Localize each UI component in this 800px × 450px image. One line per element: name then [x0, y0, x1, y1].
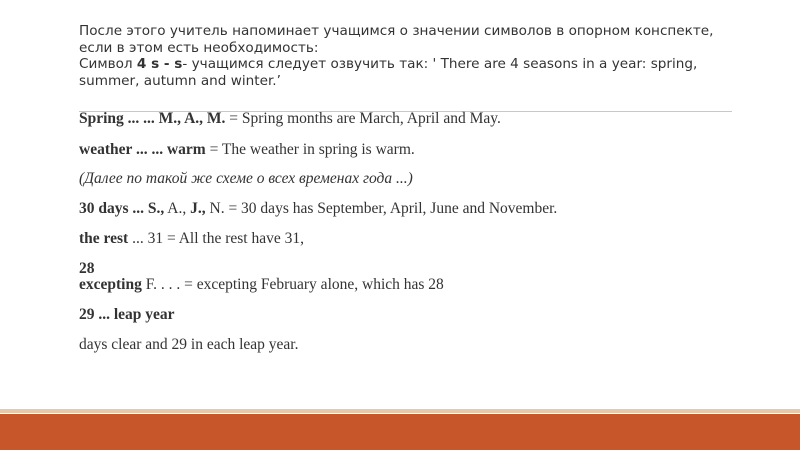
- days-line: [79, 200, 557, 218]
- days-mid-1: A.,: [164, 200, 191, 217]
- rest-bold: the rest: [79, 230, 129, 247]
- intro-symbol-suffix: - учащимся следует озвучить так: ' There are 4 seasons in a year: spring,: [182, 56, 698, 72]
- rest-line: [79, 230, 304, 248]
- days-bold-1: 30 days ... S.,: [79, 200, 165, 217]
- intro-line-4: summer, autumn and winter.’: [79, 72, 281, 89]
- intro-symbol-prefix: Символ: [79, 56, 137, 72]
- last-line: days clear and 29 in each leap year.: [79, 336, 299, 353]
- footer-accent-line: [0, 409, 800, 413]
- number-28: 28: [79, 260, 95, 277]
- weather-bold: weather ... ... warm: [79, 141, 206, 158]
- spring-bold: Spring ... ... M., A., M.: [79, 110, 226, 127]
- intro-line-1: После этого учитель напоминает учащимся о значении символов в опорном конспекте,: [79, 23, 714, 39]
- spring-line: [79, 110, 501, 128]
- excepting-text: F. . . . = excepting February alone, which has 28: [141, 276, 444, 293]
- intro-paragraph: [79, 23, 779, 89]
- excepting-bold: excepting: [79, 276, 142, 293]
- intro-symbol: 4 s - s: [136, 56, 183, 72]
- days-bold-2: J.,: [190, 200, 206, 217]
- intro-line-2: если в этом есть необходимость:: [79, 39, 319, 56]
- rest-text: ... 31 = All the rest have 31,: [128, 230, 304, 247]
- intro-line-3: [79, 56, 779, 73]
- italic-note: (Далее по такой же схеме о всех временах года ...): [79, 170, 413, 187]
- leap-year-line: 29 ... leap year: [79, 306, 175, 323]
- weather-text: = The weather in spring is warm.: [205, 141, 415, 158]
- spring-text: = Spring months are March, April and May.: [225, 110, 501, 127]
- days-mid-2: N. = 30 days has September, April, June and November.: [205, 200, 558, 217]
- footer-band: [0, 414, 800, 450]
- excepting-line: [79, 276, 444, 294]
- weather-line: [79, 141, 415, 159]
